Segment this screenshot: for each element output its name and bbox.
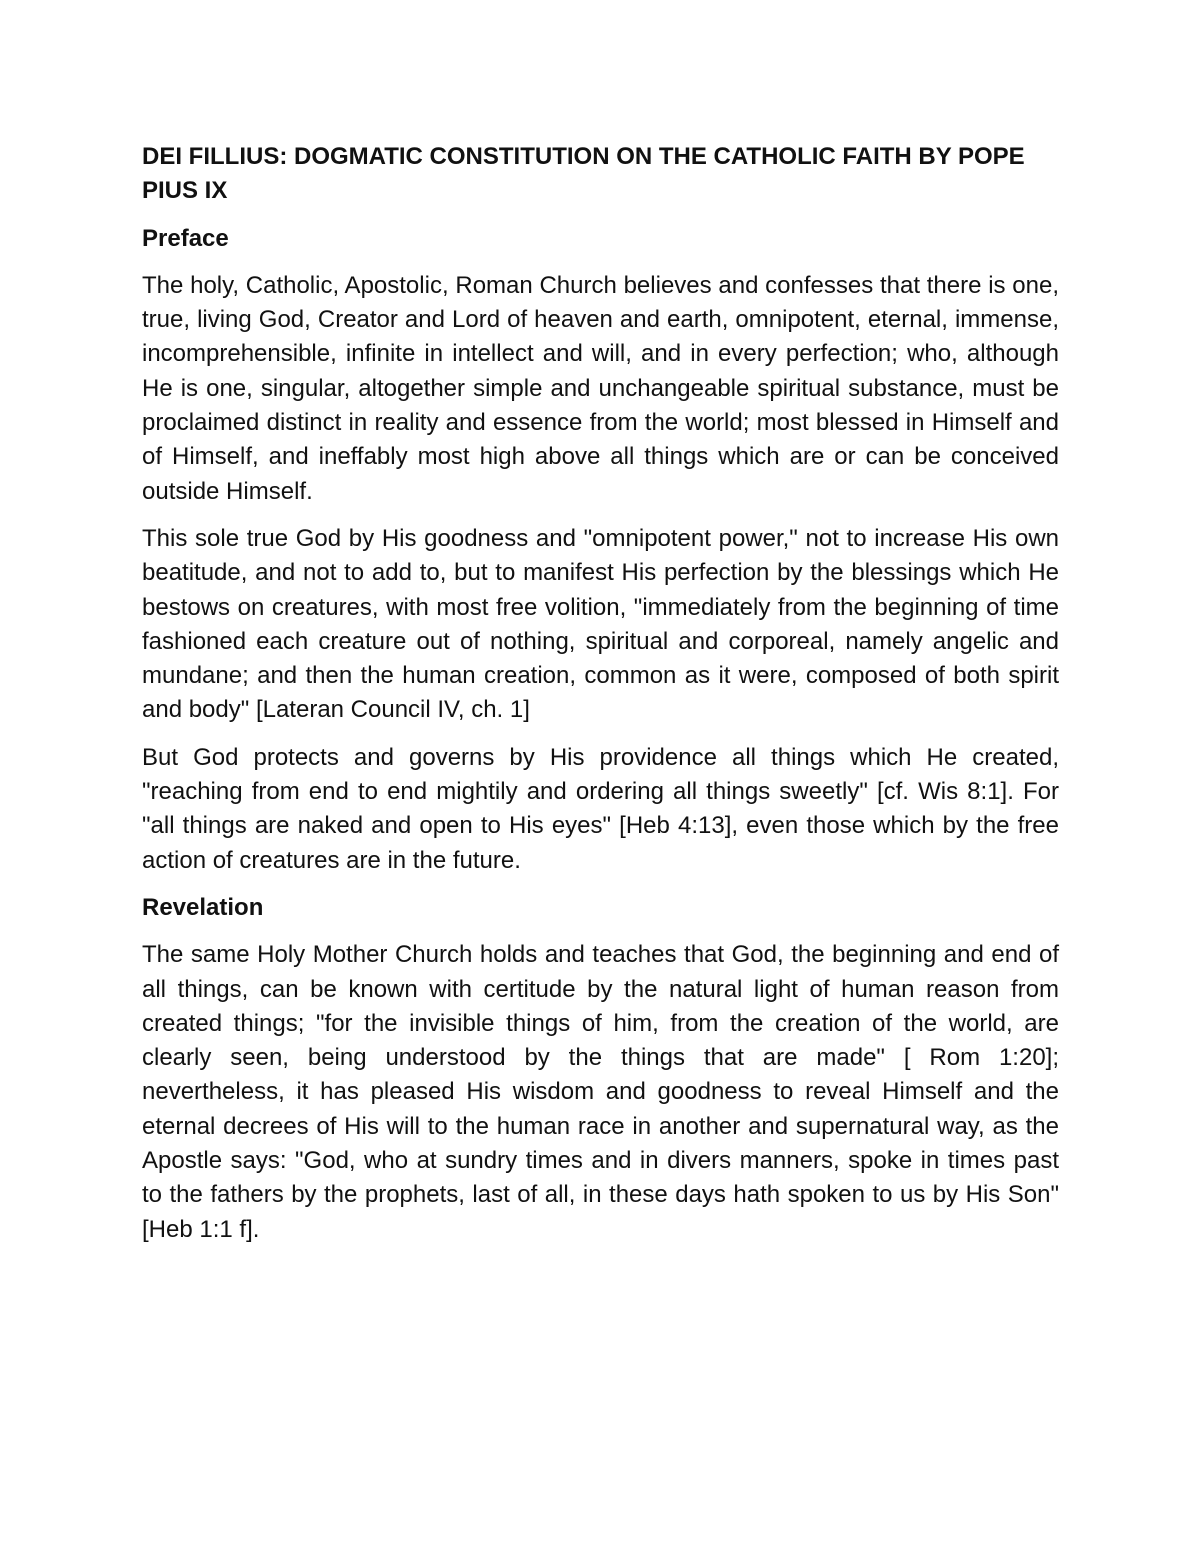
section-revelation [142, 891, 1059, 1247]
section-heading-preface: Preface [142, 224, 229, 252]
section-preface [142, 222, 1059, 878]
document-title: DEI FILLIUS: DOGMATIC CONSTITUTION ON THE CATHOLIC FAITH BY POPE PIUS IX [142, 143, 1025, 205]
paragraph: But God protects and governs by His providence all things which He created, "reaching from end to end mightily and ordering all things sweetly" [cf. Wis 8:1]. For "all things are naked and open to His eyes" [Heb 4:13], even those which by the free action of creatures are in the future. [142, 743, 1059, 874]
paragraph: The same Holy Mother Church holds and teaches that God, the beginning and end of all things, can be known with certitude by the natural light of human reason from created things; "for the invisible things of him, from the creation of the world, are clearly seen, being understood by the things that are made" [ Rom 1:20]; nevertheless, it has pleased His wisdom and goodness to reveal Himself and the eternal decrees of His will to the human race in another and supernatural way, as the Apostle says: "God, who at sundry times and in divers manners, spoke in times past to the fathers by the prophets, last of all, in these days hath spoken to us by His Son" [Heb 1:1 f]. [142, 941, 1059, 1243]
document-body [142, 140, 1059, 1260]
paragraph: The holy, Catholic, Apostolic, Roman Church believes and confesses that there is one, true, living God, Creator and Lord of heaven and earth, omnipotent, eternal, immense, incomprehensible, infinite in intellect and will, and in every perfection; who, although He is one, singular, altogether simple and unchangeable spiritual substance, must be proclaimed distinct in reality and essence from the world; most blessed in Himself and of Himself, and ineffably most high above all things which are or can be conceived outside Himself. [142, 271, 1059, 505]
section-heading-revelation: Revelation [142, 893, 264, 921]
paragraph: This sole true God by His goodness and "omnipotent power," not to increase His own beatitude, and not to add to, but to manifest His perfection by the blessings which He bestows on creatures, with most free volition, "immediately from the beginning of time fashioned each creature out of nothing, spiritual and corporeal, namely angelic and mundane; and then the human creation, common as it were, composed of both spirit and body" [Lateran Council IV, ch. 1] [142, 524, 1059, 724]
